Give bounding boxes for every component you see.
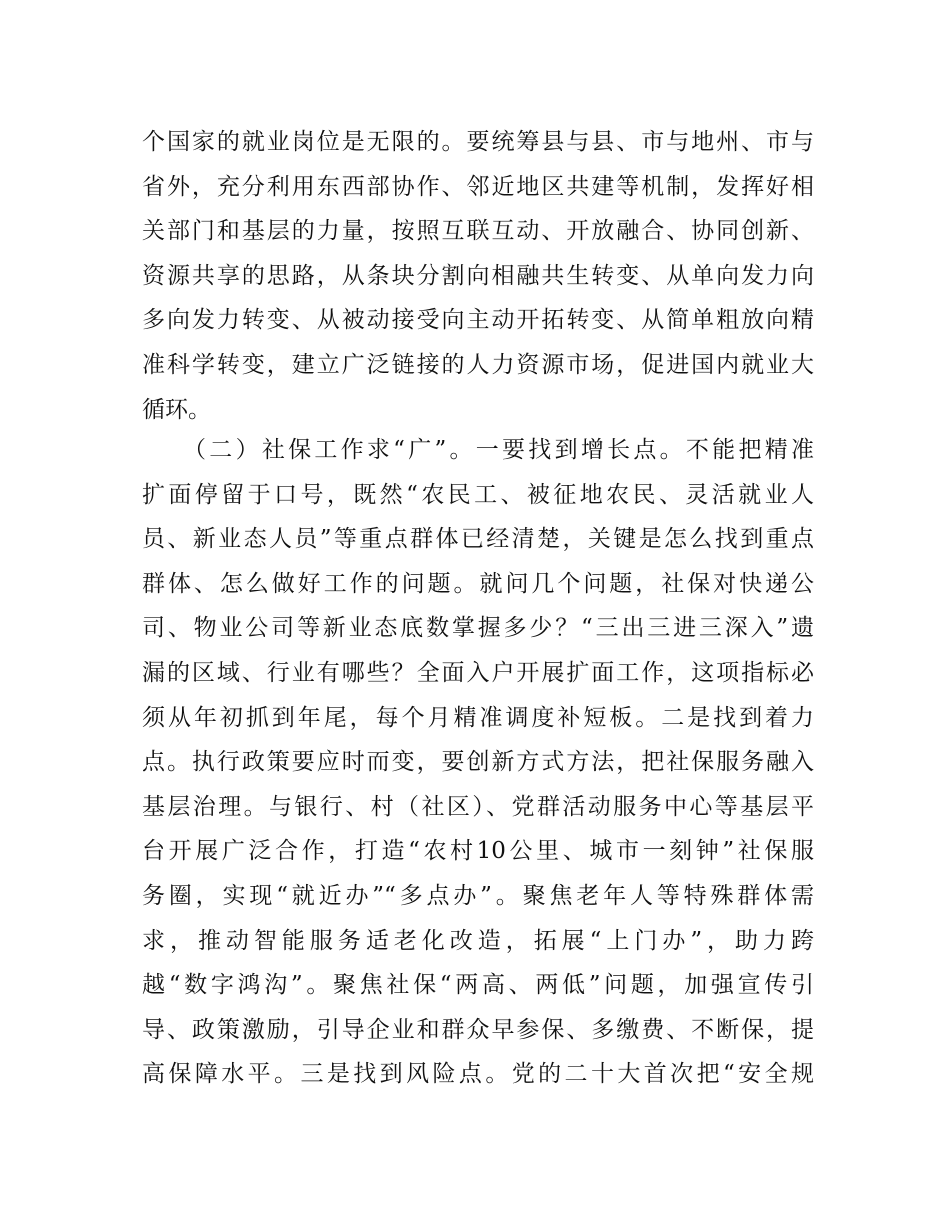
text-line: 群体、怎么做好工作的问题。就问几个问题，社保对快递公 (142, 570, 814, 597)
text-line: 越“数字鸿沟”。聚焦社保“两高、两低”问题，加强宣传引 (142, 972, 814, 999)
text-line: 台开展广泛合作，打造“农村10公里、城市一刻钟”社保服 (142, 838, 814, 865)
text-line: 高保障水平。三是找到风险点。党的二十大首次把“安全规 (142, 1061, 814, 1088)
text-line: 关部门和基层的力量，按照互联互动、开放融合、协同创新、 (142, 218, 814, 245)
text-line: 导、政策激励，引导企业和群众早参保、多缴费、不断保，提 (142, 1016, 814, 1043)
text-line: 资源共享的思路，从条块分割向相融共生转变、从单向发力向 (142, 262, 814, 289)
text-line: 个国家的就业岗位是无限的。要统筹县与县、市与地州、市与 (142, 129, 814, 155)
text-line: 准科学转变，建立广泛链接的人力资源市场，促进国内就业大 (142, 351, 814, 378)
text-line: 点。执行政策要应时而变，要创新方式方法，把社保服务融入 (142, 749, 814, 776)
text-line: 漏的区域、行业有哪些？全面入户开展扩面工作，这项指标必 (142, 659, 814, 686)
text-line: 员、新业态人员”等重点群体已经清楚，关键是怎么找到重点 (142, 526, 814, 553)
paragraph-social-security (142, 428, 814, 1097)
paragraph-employment (142, 120, 814, 432)
text-line: （二）社保工作求“广”。一要找到增长点。不能把精准 (142, 437, 814, 463)
text-line: 须从年初抓到年尾，每个月精准调度补短板。二是找到着力 (142, 704, 814, 731)
text-line: 求，推动智能服务适老化改造，拓展“上门办”，助力跨 (142, 927, 814, 954)
text-line: 扩面停留于口号，既然“农民工、被征地农民、灵活就业人 (142, 481, 814, 508)
text-line: 司、物业公司等新业态底数掌握多少？“三出三进三深入”遗 (142, 615, 814, 642)
text-line: 务圈，实现“就近办”“多点办”。聚焦老年人等特殊群体需 (142, 882, 814, 909)
text-line: 省外，充分利用东西部协作、邻近地区共建等机制，发挥好相 (142, 173, 814, 200)
text-line: 基层治理。与银行、村（社区）、党群活动服务中心等基层平 (142, 793, 814, 820)
text-line: 多向发力转变、从被动接受向主动开拓转变、从简单粗放向精 (142, 307, 814, 334)
text-line: 循环。 (142, 396, 211, 423)
